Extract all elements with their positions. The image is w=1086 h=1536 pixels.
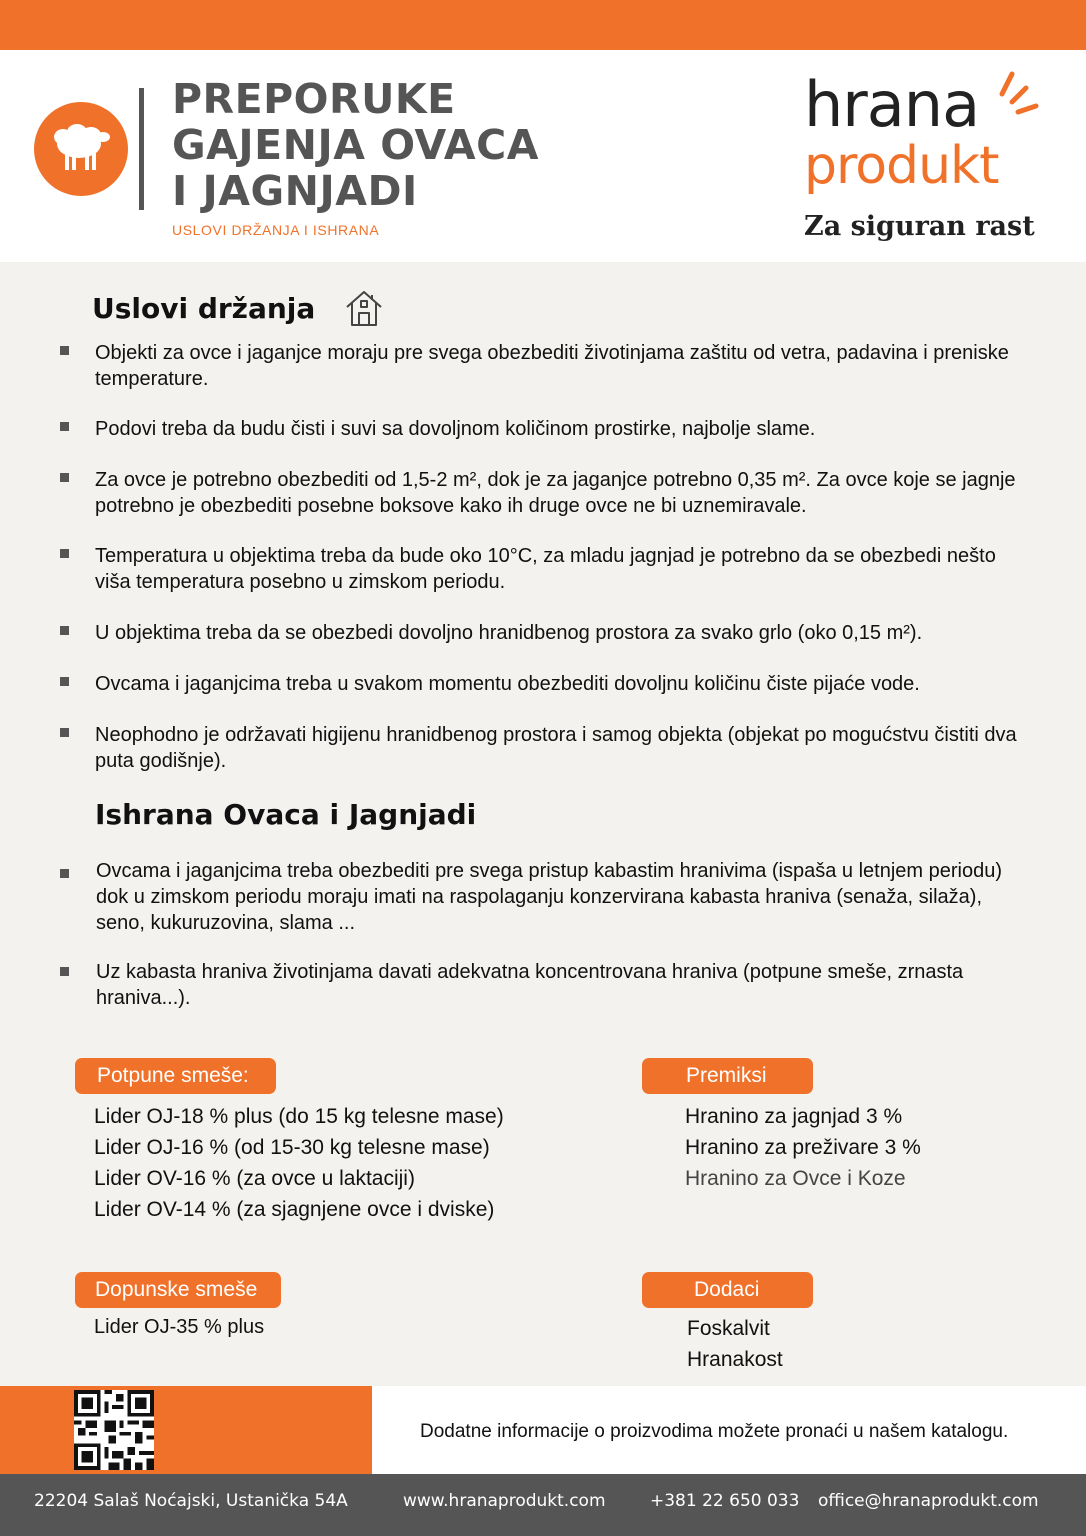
footer-website-link[interactable]: www.hranaprodukt.com <box>403 1491 606 1511</box>
product-item: Foskalvit <box>687 1317 770 1340</box>
bullet-marker <box>60 677 69 686</box>
section-title-uslovi: Uslovi držanja <box>92 292 316 325</box>
bullet-marker <box>60 422 69 431</box>
page-title <box>172 76 539 214</box>
sheep-icon <box>47 122 115 176</box>
sheep-badge <box>34 102 128 196</box>
product-item: Lider OV-16 % (za ovce u laktaciji) <box>94 1167 415 1190</box>
title-line: I JAGNJADI <box>172 167 418 215</box>
bullet-marker <box>60 728 69 737</box>
bullet-marker <box>60 869 69 878</box>
bullet-marker <box>60 967 69 976</box>
logo-word-hrana: hrana <box>804 68 980 141</box>
footer-orange-band <box>0 1386 372 1474</box>
product-item: Hranino za Ovce i Koze <box>685 1167 906 1190</box>
product-item: Lider OJ-35 % plus <box>94 1316 265 1338</box>
product-item: Hranino za preživare 3 % <box>685 1136 921 1159</box>
bullet-marker <box>60 473 69 482</box>
logo-tagline: Za siguran rast <box>804 211 1035 242</box>
qr-code-icon[interactable] <box>74 1390 154 1470</box>
footer-email-link[interactable]: office@hranaprodukt.com <box>818 1491 1039 1511</box>
bullet-marker <box>60 626 69 635</box>
footer-note: Dodatne informacije o proizvodima možete pronaći u našem katalogu. <box>420 1421 1009 1442</box>
logo-word-produkt: produkt <box>804 136 999 196</box>
product-item: Hranakost <box>687 1348 783 1371</box>
product-item: Lider OJ-16 % (od 15-30 kg telesne mase) <box>94 1136 490 1159</box>
section-title-ishrana: Ishrana Ovaca i Jagnjadi <box>95 798 477 831</box>
top-accent-bar <box>0 0 1086 50</box>
category-label-dopunske: Dopunske smeše <box>75 1272 281 1308</box>
page-subtitle: USLOVI DRŽANJA I ISHRANA <box>172 222 380 238</box>
category-label-potpune: Potpune smeše: <box>75 1058 276 1094</box>
title-line: GAJENJA OVACA <box>172 121 539 169</box>
category-label-dodaci: Dodaci <box>642 1272 813 1308</box>
product-item: Lider OJ-18 % plus (do 15 kg telesne mase) <box>94 1105 504 1128</box>
title-line: PREPORUKE <box>172 75 456 123</box>
category-label-premiksi: Premiksi <box>642 1058 813 1094</box>
house-icon <box>344 288 384 328</box>
footer-phone[interactable]: +381 22 650 033 <box>650 1491 800 1511</box>
brand-logo <box>800 70 1060 250</box>
product-item: Hranino za jagnjad 3 % <box>685 1105 903 1128</box>
bullet-marker <box>60 549 69 558</box>
product-item: Lider OV-14 % (za sjagnjene ovce i dviske) <box>94 1198 495 1221</box>
header-divider <box>139 88 144 210</box>
bullet-marker <box>60 346 69 355</box>
footer-address: 22204 Salaš Noćajski, Ustanička 54A <box>34 1491 348 1511</box>
sun-rays-icon <box>996 70 1042 120</box>
